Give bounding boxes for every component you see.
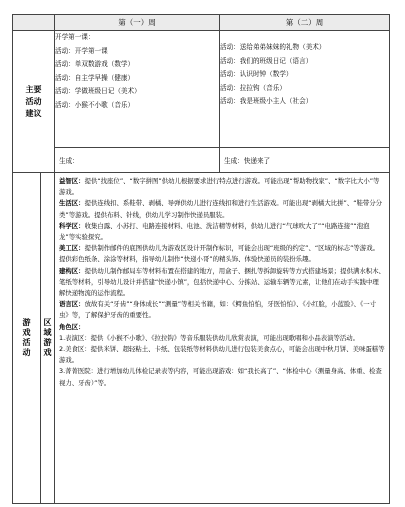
- area-text: 放故有关“牙齿”“身体成长”“测量”等相关书籍，如：《鳄鱼怕怕，牙医怕怕》、《小红脸，小蓝脸》、《一寸虫》等，了解保护牙齿的重要性。: [59, 300, 377, 320]
- summary-row: [13, 148, 390, 173]
- activity-item: 活动：单双数游戏（数学）: [55, 60, 135, 68]
- activity-item: 活动：认识时钟（数学）: [220, 70, 293, 78]
- area-paragraph: [59, 333, 385, 344]
- area-title: 建构区：: [59, 266, 85, 275]
- week2-header: 第（二）周: [220, 15, 390, 31]
- main-activities-label: [13, 31, 55, 173]
- area-text: 提供连线扣、系鞋带、剥橘、导弹供幼儿进行连线扣和进行生活游戏。可能出现“剥橘大比拼”、“鞋带分分类”等游戏。提供布料、针线，供幼儿学习制作快递员服装。: [59, 199, 383, 219]
- activity-item: 活动：送给弟弟妹妹的礼物（美术）: [220, 43, 326, 51]
- main-activities-label-line: 主要: [25, 84, 42, 94]
- area-title: 益智区：: [59, 177, 85, 185]
- activity-item: 活动：拉拉钩（音乐）: [220, 83, 286, 92]
- game-activities-label: [13, 173, 41, 504]
- game-activities-label-text: 游戏活动: [22, 318, 31, 358]
- main-activities-row: [13, 31, 390, 148]
- activity-item: 活动：小猴不小歌（音乐）: [55, 100, 135, 109]
- week1-activities: [55, 31, 220, 148]
- area-text: 3.菁菁医院：进行增加幼儿体检记录表等内容，可能出现游戏：如“我长高了”、“体检中心（测量身高、体重、检查视力、牙齿）”等。: [59, 367, 382, 387]
- activity-item: 活动：自主学早操（健康）: [55, 73, 135, 82]
- week2-activities: [220, 31, 390, 148]
- activity-item: 活动：我是班级小主人（社会）: [220, 97, 313, 105]
- area-text: 提供幼儿制作邮局车等材料布置在搭建的地方，用盒子、捆扎等拆卸旋转等方式搭建场景；提供满水积木、笔纸等材料，引导幼儿设计并搭建“快递小镇”，包括快递中心、分拣站、运输车辆等元素，让他们在动手实践中理解快递物流的运作流程。: [59, 266, 385, 298]
- area-games-label-text: 区域游戏: [43, 318, 52, 358]
- main-activities-label-line: 建议: [25, 108, 42, 118]
- activity-item: 开学第一课：: [55, 33, 95, 41]
- area-activities-row: [13, 173, 390, 504]
- area-title: 科学区：: [59, 221, 85, 230]
- area-paragraph: [59, 221, 385, 243]
- activity-item: 活动：开学第一课: [55, 46, 108, 55]
- week1-header: 第（一）周: [55, 15, 220, 31]
- area-title: 美工区：: [59, 244, 85, 253]
- area-title: 语言区：: [59, 300, 85, 309]
- area-paragraph: [59, 344, 385, 366]
- area-games-label: [41, 173, 55, 504]
- area-paragraph: [59, 266, 385, 300]
- area-games-content: [55, 173, 390, 504]
- area-paragraph: [59, 176, 385, 198]
- area-text: 收集白露、小苏打、电路连接材料、电池、洗洁精等材料，供幼儿进行“气球吹大了”“电路连接”“泡泡龙”等实验探究。: [59, 221, 370, 242]
- header-corner: [13, 15, 55, 31]
- weekly-plan-table: [12, 14, 390, 504]
- week1-summary: 生成：: [55, 148, 220, 173]
- main-activities-label-line: 活动: [25, 96, 42, 106]
- area-paragraph: [59, 322, 385, 333]
- area-text: 1.表演区：提供《小猴不小歌》、《拉拉钩》等音乐服装供幼儿欣赏表演，可能出现歌唱和小品表演等活动。: [59, 333, 360, 342]
- area-paragraph: [59, 243, 385, 265]
- area-text: 2.美食区：提供米饼、超轻粘土、卡纸、包装纸等材料供幼儿进行包装美食点心，可能会出现中秋月饼、美味蛋糕等游戏。: [59, 345, 385, 365]
- area-paragraph: [59, 366, 385, 388]
- activity-item: 活动：我们的班级日记（语言）: [220, 56, 313, 65]
- activity-item: 活动：学做班级日记（美术）: [55, 87, 141, 95]
- area-title: 角色区：: [59, 322, 85, 331]
- area-title: 生活区：: [59, 199, 85, 208]
- area-text: 提供制作邮件的底图供幼儿为游戏区设计开制作标识，可能会出现“班级的约定”、“区域的标志”等游戏。提供彩色纸条、涂涂等材料，指导幼儿制作“快递小哥”的精头饰、体验快递员的装扮乐趣。: [59, 244, 379, 264]
- area-paragraph: [59, 299, 385, 321]
- area-paragraph: [59, 198, 385, 220]
- week-header-row: [13, 15, 390, 31]
- week2-summary: 生成：快递来了: [220, 148, 390, 173]
- area-text: 提供“找座位”、“数字拼图”供幼儿根据要求进行特点进行游戏。可能出现“帮助物找家”、“数字比大小”等游戏。: [59, 177, 380, 197]
